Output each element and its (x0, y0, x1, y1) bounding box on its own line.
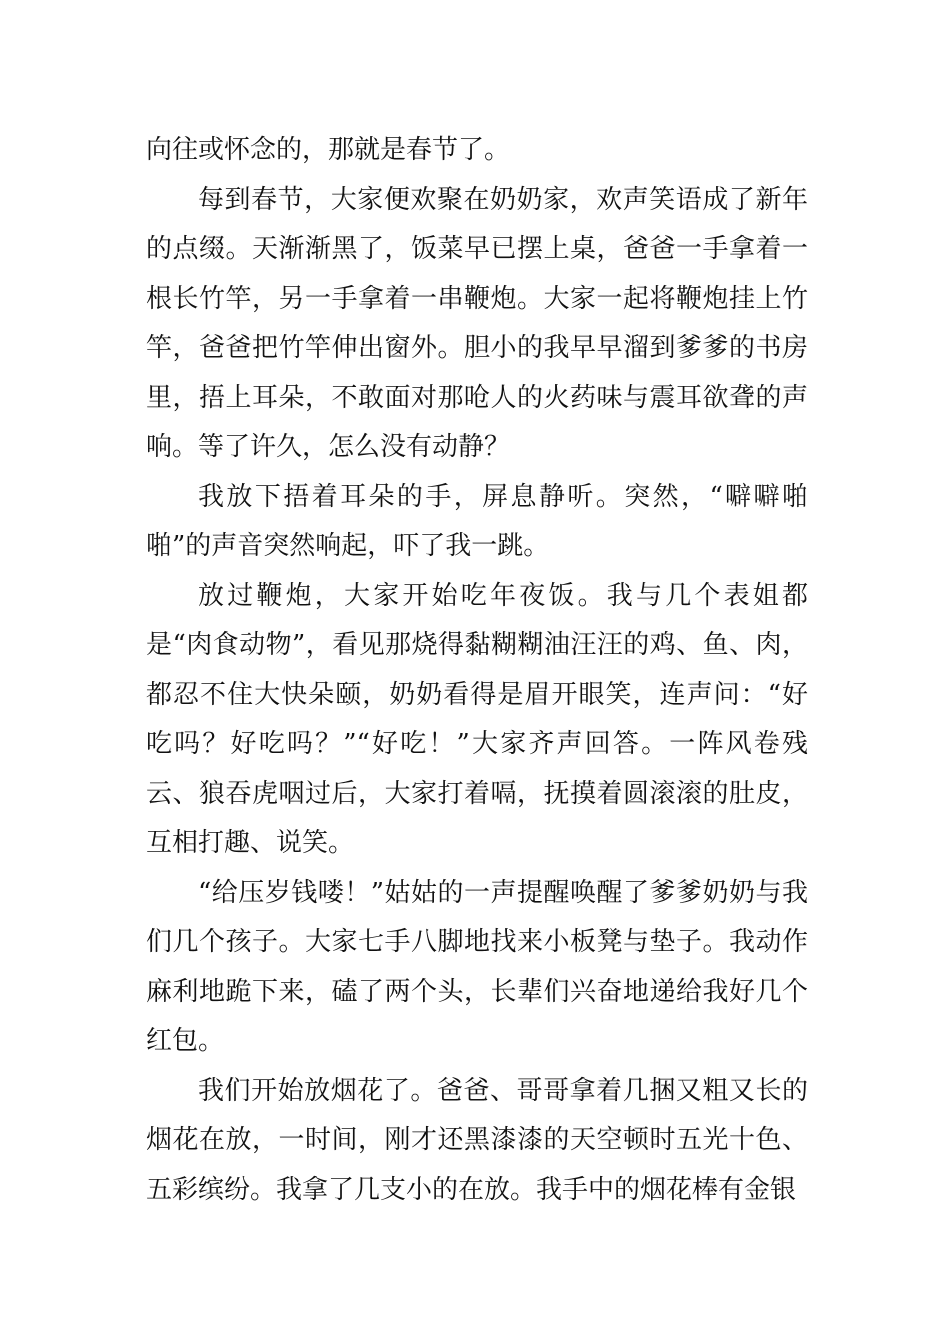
paragraph-2: 每到春节，大家便欢聚在奶奶家，欢声笑语成了新年的点缀。天渐渐黑了，饭菜早已摆上桌，爸爸一手拿着一根长竹竿，另一手拿着一串鞭炮。大家一起将鞭炮挂上竹竿，爸爸把竹竿伸出窗外。胆小的我早早溜到爹爹的书房里，捂上耳朵，不敢面对那呛人的火药味与震耳欲聋的声响。等了许久，怎么没有动静？ (146, 184, 808, 462)
document-body (146, 126, 808, 1215)
paragraph-5: “给压岁钱喽！”姑姑的一声提醒唤醒了爹爹奶奶与我们几个孩子。大家七手八脚地找来小板凳与垫子。我动作麻利地跪下来，磕了两个头，长辈们兴奋地递给我好几个红包。 (146, 877, 808, 1056)
paragraph-6: 我们开始放烟花了。爸爸、哥哥拿着几捆又粗又长的烟花在放，一时间，刚才还黑漆漆的天空顿时五光十色、五彩缤纷。我拿了几支小的在放。我手中的烟花棒有金银 (146, 1075, 808, 1205)
paragraph-1: 向往或怀念的，那就是春节了。 (146, 135, 511, 165)
paragraph-3: 我放下捂着耳朵的手，屏息静听。突然，“噼噼啪啪”的声音突然响起，吓了我一跳。 (146, 481, 808, 561)
paragraph-4: 放过鞭炮，大家开始吃年夜饭。我与几个表姐都是“肉食动物”，看见那烧得黏糊糊油汪汪的鸡、鱼、肉，都忍不住大快朵颐，奶奶看得是眉开眼笑，连声问：“好吃吗？好吃吗？”“好吃！”大家齐声回答。一阵风卷残云、狼吞虎咽过后，大家打着嗝，抚摸着圆滚滚的肚皮，互相打趣、说笑。 (146, 580, 808, 858)
